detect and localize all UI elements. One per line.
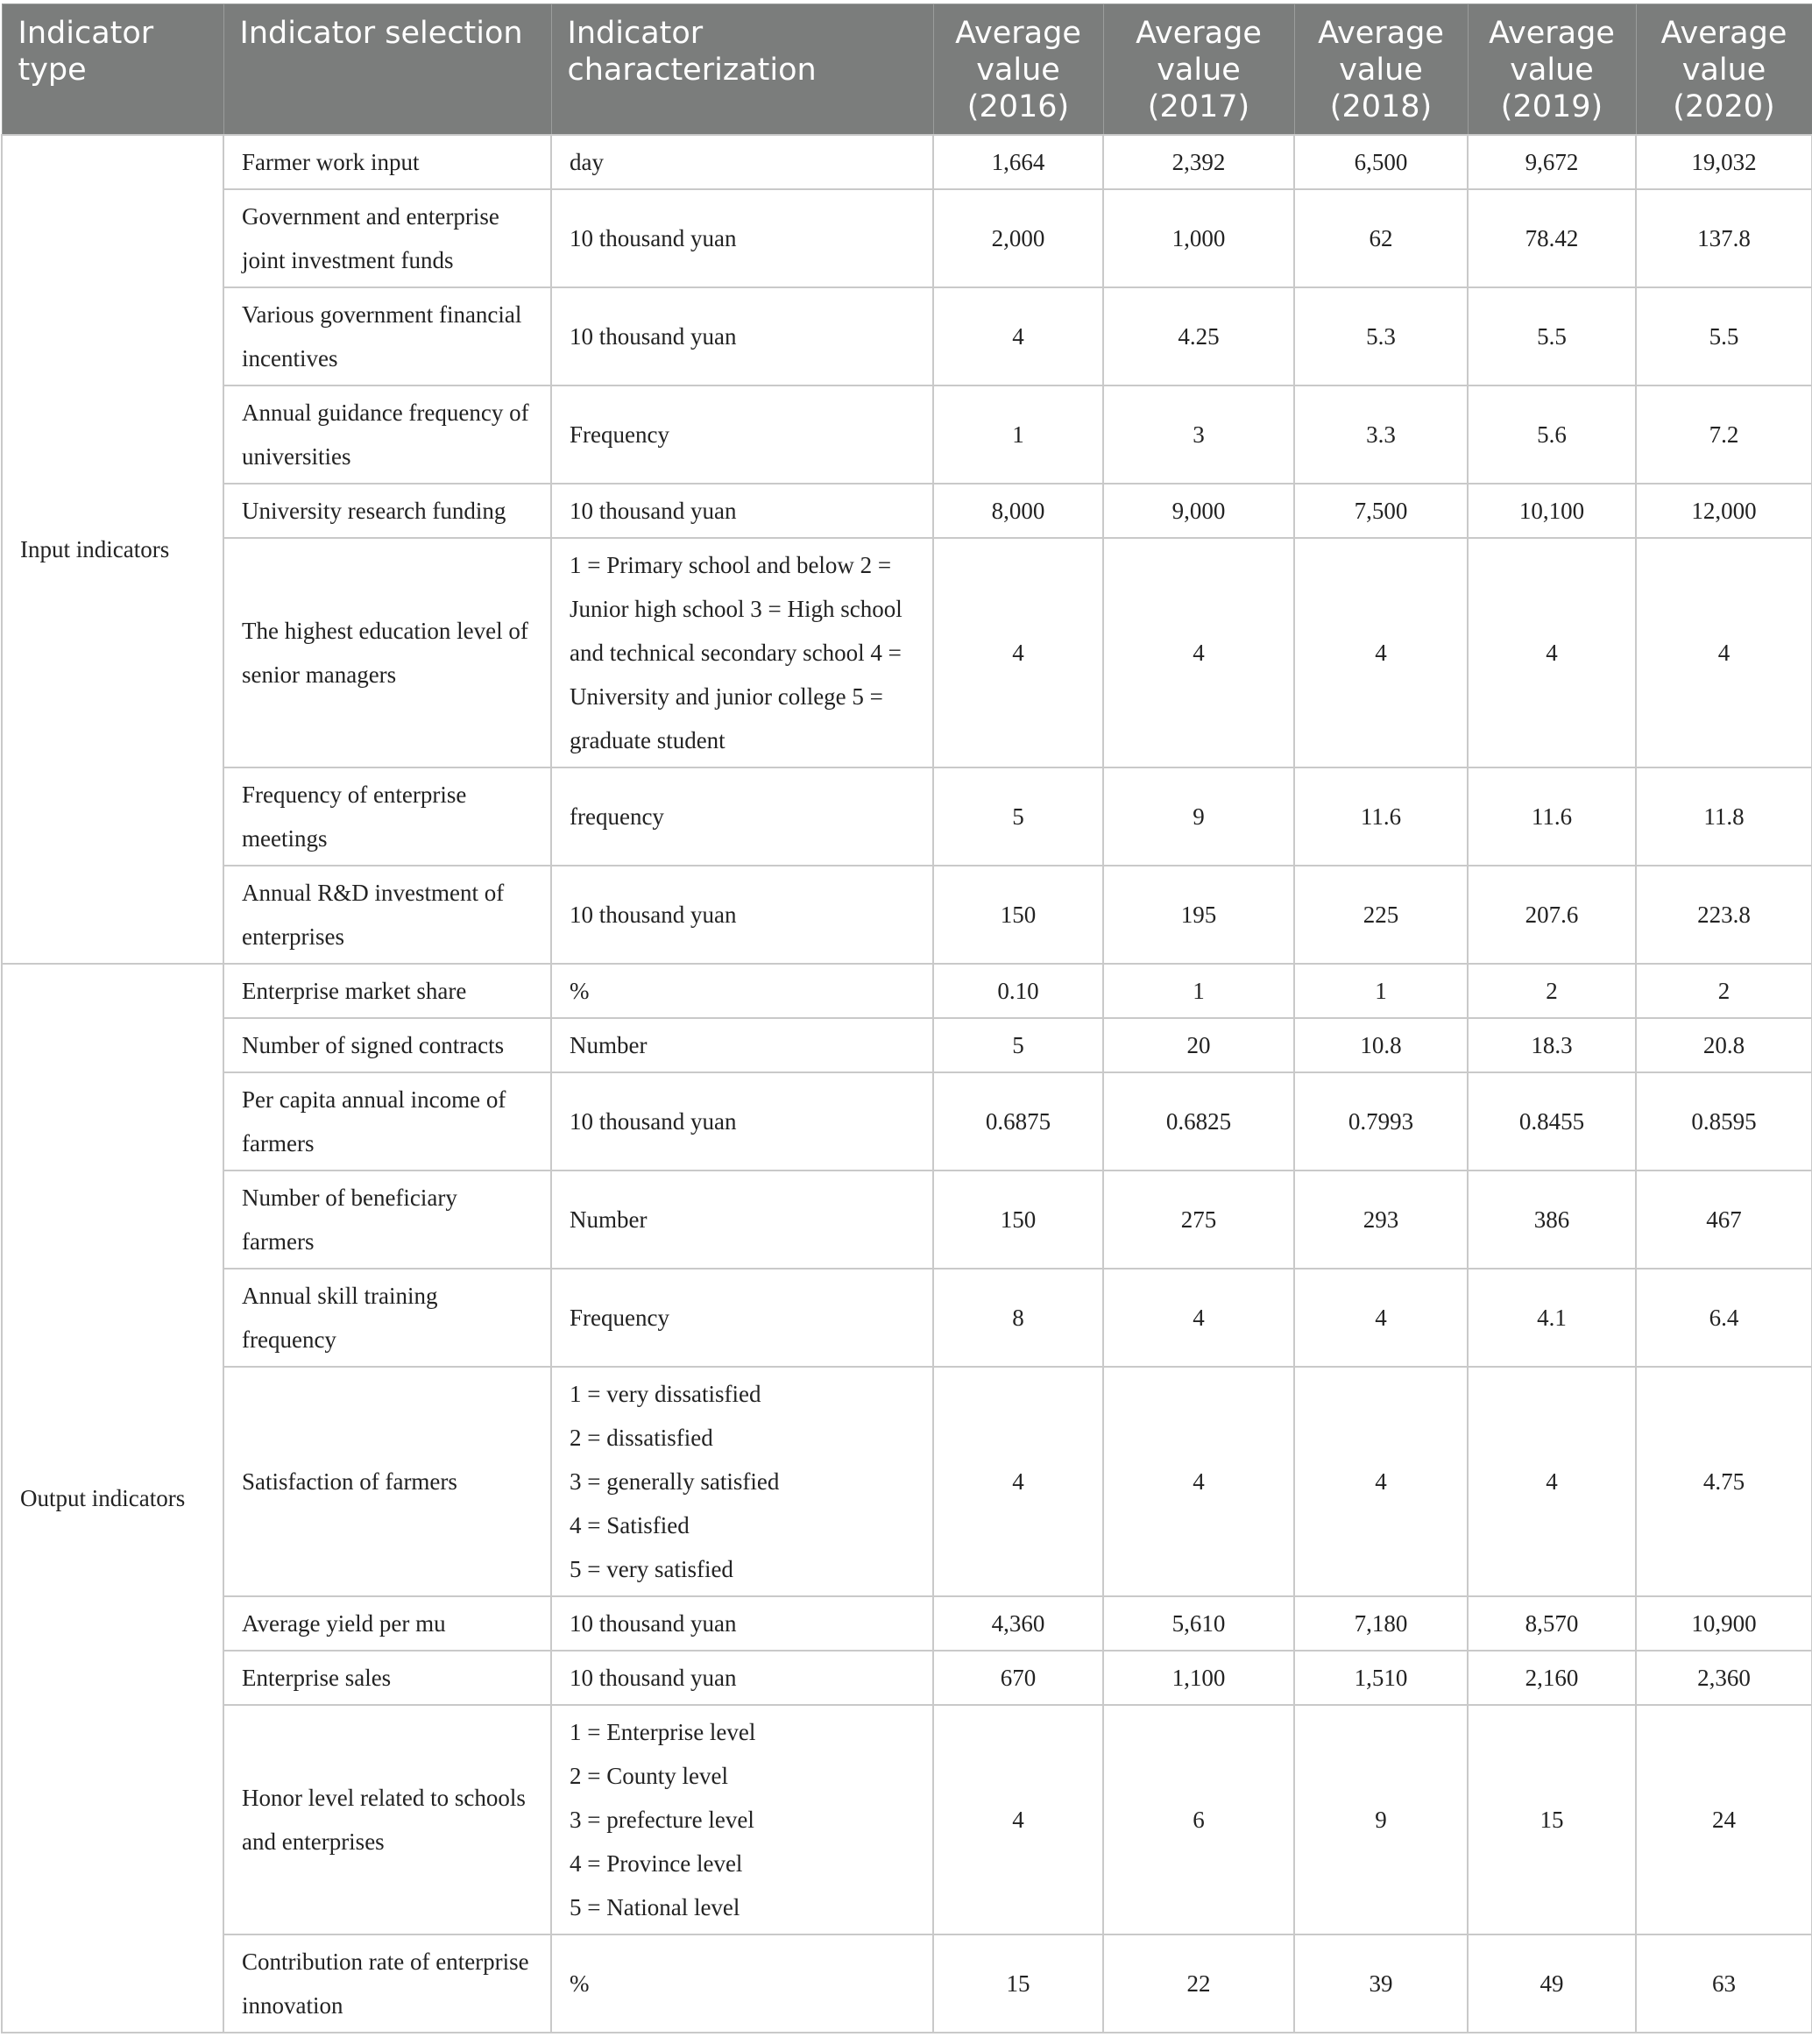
characterization-line: 1 = very dissatisfied [570, 1381, 761, 1407]
indicator-characterization-cell: 10 thousand yuan [551, 287, 933, 385]
table-row [2, 1705, 1812, 1934]
average-value-2020: 20.8 [1636, 1018, 1812, 1072]
indicator-characterization-cell [551, 1367, 933, 1596]
average-value-2017: 9 [1103, 767, 1294, 866]
indicator-selection-cell: Per capita annual income of farmers [223, 1072, 551, 1171]
table-row [2, 538, 1812, 767]
average-value-2020: 467 [1636, 1171, 1812, 1269]
indicator-characterization-cell: 10 thousand yuan [551, 866, 933, 964]
average-value-2017: 4 [1103, 538, 1294, 767]
table-row [2, 1269, 1812, 1367]
average-value-2016: 4 [933, 1367, 1103, 1596]
header-average-2017: Average value (2017) [1103, 4, 1294, 136]
average-value-2019: 5.5 [1468, 287, 1636, 385]
header-indicator-selection: Indicator selection [223, 4, 551, 136]
table-row [2, 287, 1812, 385]
table-row [2, 1171, 1812, 1269]
table-row [2, 1934, 1812, 2033]
average-value-2019: 0.8455 [1468, 1072, 1636, 1171]
average-value-2016: 0.10 [933, 964, 1103, 1018]
average-value-2019: 4 [1468, 538, 1636, 767]
indicator-selection-cell: Annual guidance frequency of universities [223, 385, 551, 484]
average-value-2017: 275 [1103, 1171, 1294, 1269]
average-value-2016: 1 [933, 385, 1103, 484]
table-row [2, 767, 1812, 866]
average-value-2016: 8 [933, 1269, 1103, 1367]
average-value-2018: 1,510 [1294, 1651, 1468, 1705]
header-indicator-type: Indicator type [2, 4, 223, 136]
average-value-2020: 2 [1636, 964, 1812, 1018]
average-value-2018: 39 [1294, 1934, 1468, 2033]
average-value-2018: 1 [1294, 964, 1468, 1018]
table-row [2, 484, 1812, 538]
group-input-indicators: Input indicators [2, 135, 223, 964]
header-indicator-characterization: Indicator characterization [551, 4, 933, 136]
average-value-2019: 4.1 [1468, 1269, 1636, 1367]
indicator-characterization-cell: % [551, 964, 933, 1018]
indicator-selection-cell: Various government financial incentives [223, 287, 551, 385]
characterization-line: 2 = County level [570, 1763, 728, 1789]
table-body [2, 135, 1812, 2033]
indicator-selection-cell: Annual skill training frequency [223, 1269, 551, 1367]
indicator-table [1, 4, 1812, 2033]
average-value-2020: 11.8 [1636, 767, 1812, 866]
indicator-characterization-cell: 10 thousand yuan [551, 1072, 933, 1171]
average-value-2018: 3.3 [1294, 385, 1468, 484]
average-value-2016: 670 [933, 1651, 1103, 1705]
average-value-2020: 7.2 [1636, 385, 1812, 484]
average-value-2016: 4 [933, 538, 1103, 767]
indicator-characterization-cell: 10 thousand yuan [551, 189, 933, 287]
group-output-indicators: Output indicators [2, 964, 223, 2033]
average-value-2017: 3 [1103, 385, 1294, 484]
indicator-selection-cell: Government and enterprise joint investment funds [223, 189, 551, 287]
average-value-2017: 195 [1103, 866, 1294, 964]
average-value-2018: 4 [1294, 538, 1468, 767]
average-value-2019: 2 [1468, 964, 1636, 1018]
average-value-2017: 9,000 [1103, 484, 1294, 538]
average-value-2019: 18.3 [1468, 1018, 1636, 1072]
indicator-selection-cell: Enterprise sales [223, 1651, 551, 1705]
average-value-2019: 11.6 [1468, 767, 1636, 866]
average-value-2018: 62 [1294, 189, 1468, 287]
average-value-2020: 4 [1636, 538, 1812, 767]
average-value-2017: 20 [1103, 1018, 1294, 1072]
average-value-2016: 15 [933, 1934, 1103, 2033]
average-value-2017: 5,610 [1103, 1596, 1294, 1651]
average-value-2018: 6,500 [1294, 135, 1468, 189]
average-value-2020: 63 [1636, 1934, 1812, 2033]
average-value-2019: 386 [1468, 1171, 1636, 1269]
average-value-2016: 150 [933, 1171, 1103, 1269]
average-value-2016: 0.6875 [933, 1072, 1103, 1171]
characterization-line: 3 = generally satisfied [570, 1468, 780, 1495]
average-value-2018: 10.8 [1294, 1018, 1468, 1072]
average-value-2016: 8,000 [933, 484, 1103, 538]
indicator-characterization-cell: 1 = Primary school and below 2 = Junior high school 3 = High school and technical secondary school 4 = University and junior college 5 = graduate student [551, 538, 933, 767]
average-value-2016: 150 [933, 866, 1103, 964]
average-value-2016: 4 [933, 1705, 1103, 1934]
characterization-line: 5 = National level [570, 1894, 740, 1920]
indicator-selection-cell: University research funding [223, 484, 551, 538]
indicator-selection-cell: Satisfaction of farmers [223, 1367, 551, 1596]
average-value-2020: 6.4 [1636, 1269, 1812, 1367]
average-value-2020: 0.8595 [1636, 1072, 1812, 1171]
characterization-line: 1 = Enterprise level [570, 1719, 756, 1745]
header-average-2019: Average value (2019) [1468, 4, 1636, 136]
table-row [2, 1018, 1812, 1072]
indicator-characterization-cell: 10 thousand yuan [551, 1596, 933, 1651]
indicator-selection-cell: Annual R&D investment of enterprises [223, 866, 551, 964]
average-value-2019: 15 [1468, 1705, 1636, 1934]
indicator-selection-cell: Contribution rate of enterprise innovation [223, 1934, 551, 2033]
table-row [2, 385, 1812, 484]
average-value-2018: 0.7993 [1294, 1072, 1468, 1171]
average-value-2019: 4 [1468, 1367, 1636, 1596]
average-value-2020: 2,360 [1636, 1651, 1812, 1705]
indicator-characterization-cell: Frequency [551, 1269, 933, 1367]
average-value-2018: 293 [1294, 1171, 1468, 1269]
average-value-2018: 225 [1294, 866, 1468, 964]
indicator-characterization-cell: Number [551, 1018, 933, 1072]
average-value-2019: 207.6 [1468, 866, 1636, 964]
indicator-characterization-cell: 10 thousand yuan [551, 1651, 933, 1705]
average-value-2018: 4 [1294, 1367, 1468, 1596]
table-row [2, 1367, 1812, 1596]
average-value-2018: 7,500 [1294, 484, 1468, 538]
average-value-2017: 6 [1103, 1705, 1294, 1934]
table-row [2, 1072, 1812, 1171]
average-value-2016: 2,000 [933, 189, 1103, 287]
indicator-selection-cell: The highest education level of senior managers [223, 538, 551, 767]
header-average-2016: Average value (2016) [933, 4, 1103, 136]
average-value-2018: 7,180 [1294, 1596, 1468, 1651]
average-value-2020: 5.5 [1636, 287, 1812, 385]
average-value-2017: 1,000 [1103, 189, 1294, 287]
average-value-2019: 8,570 [1468, 1596, 1636, 1651]
characterization-line: 5 = very satisfied [570, 1556, 733, 1582]
average-value-2020: 10,900 [1636, 1596, 1812, 1651]
average-value-2017: 2,392 [1103, 135, 1294, 189]
average-value-2017: 0.6825 [1103, 1072, 1294, 1171]
average-value-2019: 49 [1468, 1934, 1636, 2033]
header-average-2018: Average value (2018) [1294, 4, 1468, 136]
average-value-2016: 4,360 [933, 1596, 1103, 1651]
indicator-selection-cell: Frequency of enterprise meetings [223, 767, 551, 866]
table-row [2, 866, 1812, 964]
average-value-2020: 24 [1636, 1705, 1812, 1934]
table-row [2, 189, 1812, 287]
average-value-2017: 4 [1103, 1367, 1294, 1596]
indicator-selection-cell: Average yield per mu [223, 1596, 551, 1651]
average-value-2018: 11.6 [1294, 767, 1468, 866]
table-row [2, 964, 1812, 1018]
average-value-2020: 12,000 [1636, 484, 1812, 538]
indicator-selection-cell: Number of signed contracts [223, 1018, 551, 1072]
characterization-line: 4 = Province level [570, 1850, 743, 1877]
average-value-2017: 22 [1103, 1934, 1294, 2033]
average-value-2020: 4.75 [1636, 1367, 1812, 1596]
average-value-2019: 78.42 [1468, 189, 1636, 287]
table-row [2, 1596, 1812, 1651]
indicator-characterization-cell: day [551, 135, 933, 189]
average-value-2016: 5 [933, 767, 1103, 866]
average-value-2020: 223.8 [1636, 866, 1812, 964]
indicator-characterization-cell: Frequency [551, 385, 933, 484]
average-value-2019: 2,160 [1468, 1651, 1636, 1705]
average-value-2019: 9,672 [1468, 135, 1636, 189]
indicator-characterization-cell: 10 thousand yuan [551, 484, 933, 538]
indicator-characterization-cell: Number [551, 1171, 933, 1269]
table-row [2, 135, 1812, 189]
characterization-line: 3 = prefecture level [570, 1807, 754, 1833]
average-value-2018: 4 [1294, 1269, 1468, 1367]
indicator-selection-cell: Number of beneficiary farmers [223, 1171, 551, 1269]
average-value-2019: 5.6 [1468, 385, 1636, 484]
average-value-2018: 5.3 [1294, 287, 1468, 385]
average-value-2016: 5 [933, 1018, 1103, 1072]
average-value-2020: 19,032 [1636, 135, 1812, 189]
average-value-2019: 10,100 [1468, 484, 1636, 538]
average-value-2018: 9 [1294, 1705, 1468, 1934]
average-value-2016: 1,664 [933, 135, 1103, 189]
indicator-selection-cell: Farmer work input [223, 135, 551, 189]
average-value-2016: 4 [933, 287, 1103, 385]
average-value-2017: 4.25 [1103, 287, 1294, 385]
indicator-selection-cell: Enterprise market share [223, 964, 551, 1018]
indicator-characterization-cell [551, 1705, 933, 1934]
average-value-2017: 1 [1103, 964, 1294, 1018]
characterization-line: 2 = dissatisfied [570, 1425, 713, 1451]
indicator-selection-cell: Honor level related to schools and enterprises [223, 1705, 551, 1934]
average-value-2017: 1,100 [1103, 1651, 1294, 1705]
header-row [2, 4, 1812, 136]
indicator-characterization-cell: frequency [551, 767, 933, 866]
header-average-2020: Average value (2020) [1636, 4, 1812, 136]
table-row [2, 1651, 1812, 1705]
average-value-2020: 137.8 [1636, 189, 1812, 287]
average-value-2017: 4 [1103, 1269, 1294, 1367]
characterization-line: 4 = Satisfied [570, 1512, 690, 1538]
indicator-characterization-cell: % [551, 1934, 933, 2033]
